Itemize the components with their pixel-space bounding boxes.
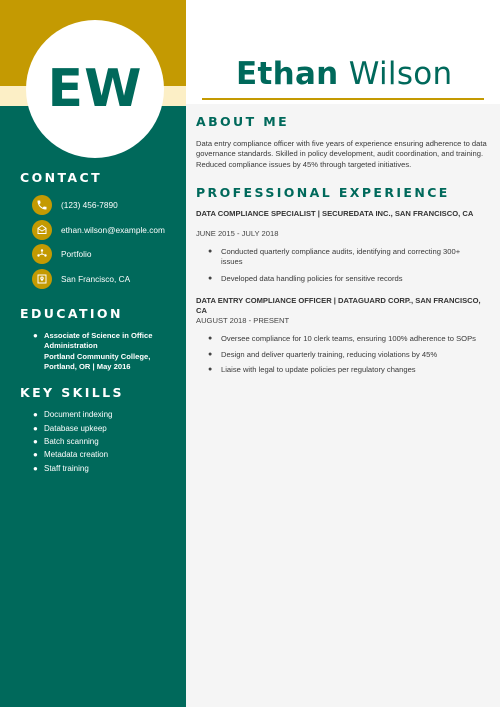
contact-portfolio: [32, 244, 91, 264]
list-item: ● Document indexing: [33, 410, 113, 420]
skills-list: [33, 408, 183, 475]
name-divider: [202, 98, 484, 100]
list-item: ● Oversee compliance for 10 clerk teams, ensuring 100% adherence to SOPs: [208, 334, 476, 343]
education-heading: EDUCATION: [20, 306, 123, 321]
contact-phone: [32, 195, 118, 215]
list-item: ● Staff training: [33, 463, 89, 473]
contact-heading: CONTACT: [20, 170, 102, 185]
job-bullet-text: Conducted quarterly compliance audits, identifying and correcting 300+ issues: [221, 247, 461, 267]
job-dates: AUGUST 2018 - PRESENT: [196, 316, 290, 325]
list-item: ● Database upkeep: [33, 423, 107, 433]
page-title: [236, 56, 452, 96]
skill-text: Metadata creation: [44, 450, 109, 460]
job-bullets: [208, 247, 480, 284]
list-item: ● Design and deliver quarterly training, reducing violations by 45%: [208, 350, 438, 360]
education-degree: Associate of Science in Office Administration: [44, 331, 153, 351]
job-bullet-text: Developed data handling policies for sensitive records: [221, 273, 403, 283]
contact-email-text[interactable]: ethan.wilson@example.com: [61, 225, 165, 235]
list-item: ● Developed data handling policies for sensitive records: [208, 273, 403, 283]
skill-text: Document indexing: [44, 410, 113, 420]
job-bullets: [208, 334, 480, 375]
skill-text: Staff training: [44, 463, 89, 473]
education-item: ● Associate of Science in Office Administration Portland Community College, Portland, OR | May 2016: [33, 331, 183, 372]
contact-portfolio-text[interactable]: Portfolio: [61, 249, 92, 259]
skill-text: Batch scanning: [44, 436, 99, 446]
job-title: DATA ENTRY COMPLIANCE OFFICER | DATAGUARD CORP., SAN FRANCISCO, CA: [196, 296, 481, 315]
education-school: Portland Community College, Portland, OR | May 2016: [44, 351, 151, 371]
email-icon: [32, 220, 52, 240]
education-list: [33, 331, 183, 372]
contact-location: [32, 269, 130, 289]
monogram-badge: [26, 20, 164, 158]
contact-phone-text: (123) 456-7890: [61, 200, 118, 210]
about-heading: ABOUT ME: [196, 114, 290, 129]
monogram: EW: [47, 59, 143, 119]
skills-heading: KEY SKILLS: [20, 385, 124, 400]
job-title: DATA COMPLIANCE SPECIALIST | SECUREDATA INC., SAN FRANCISCO, CA: [196, 209, 474, 218]
skill-text: Database upkeep: [44, 423, 107, 433]
job-bullet-text: Design and deliver quarterly training, reducing violations by 45%: [221, 350, 438, 360]
list-item: ● Conducted quarterly compliance audits, identifying and correcting 300+ issues: [208, 247, 480, 268]
list-item: ● Metadata creation: [33, 450, 109, 460]
about-text: Data entry compliance officer with five years of experience ensuring adherence to data governance standards. Skilled in policy development, audit coordination, and training. Reduced compliance issues by 45% through targeted initiatives.: [196, 139, 487, 169]
job-bullet-text: Oversee compliance for 10 clerk teams, ensuring 100% adherence to SOPs: [221, 334, 476, 343]
contact-location-text: San Francisco, CA: [61, 274, 131, 284]
job-bullet-text: Liaise with legal to update policies per regulatory changes: [221, 364, 416, 374]
phone-icon: [32, 195, 52, 215]
first-name: Ethan: [236, 56, 339, 92]
job-dates: JUNE 2015 - JULY 2018: [196, 229, 279, 238]
contact-email: [32, 220, 165, 240]
link-icon: [32, 244, 52, 264]
list-item: ● Batch scanning: [33, 436, 99, 446]
list-item: ● Liaise with legal to update policies per regulatory changes: [208, 364, 416, 374]
location-icon: [32, 269, 52, 289]
last-name: Wilson: [348, 56, 453, 92]
experience-heading: PROFESSIONAL EXPERIENCE: [196, 185, 450, 200]
